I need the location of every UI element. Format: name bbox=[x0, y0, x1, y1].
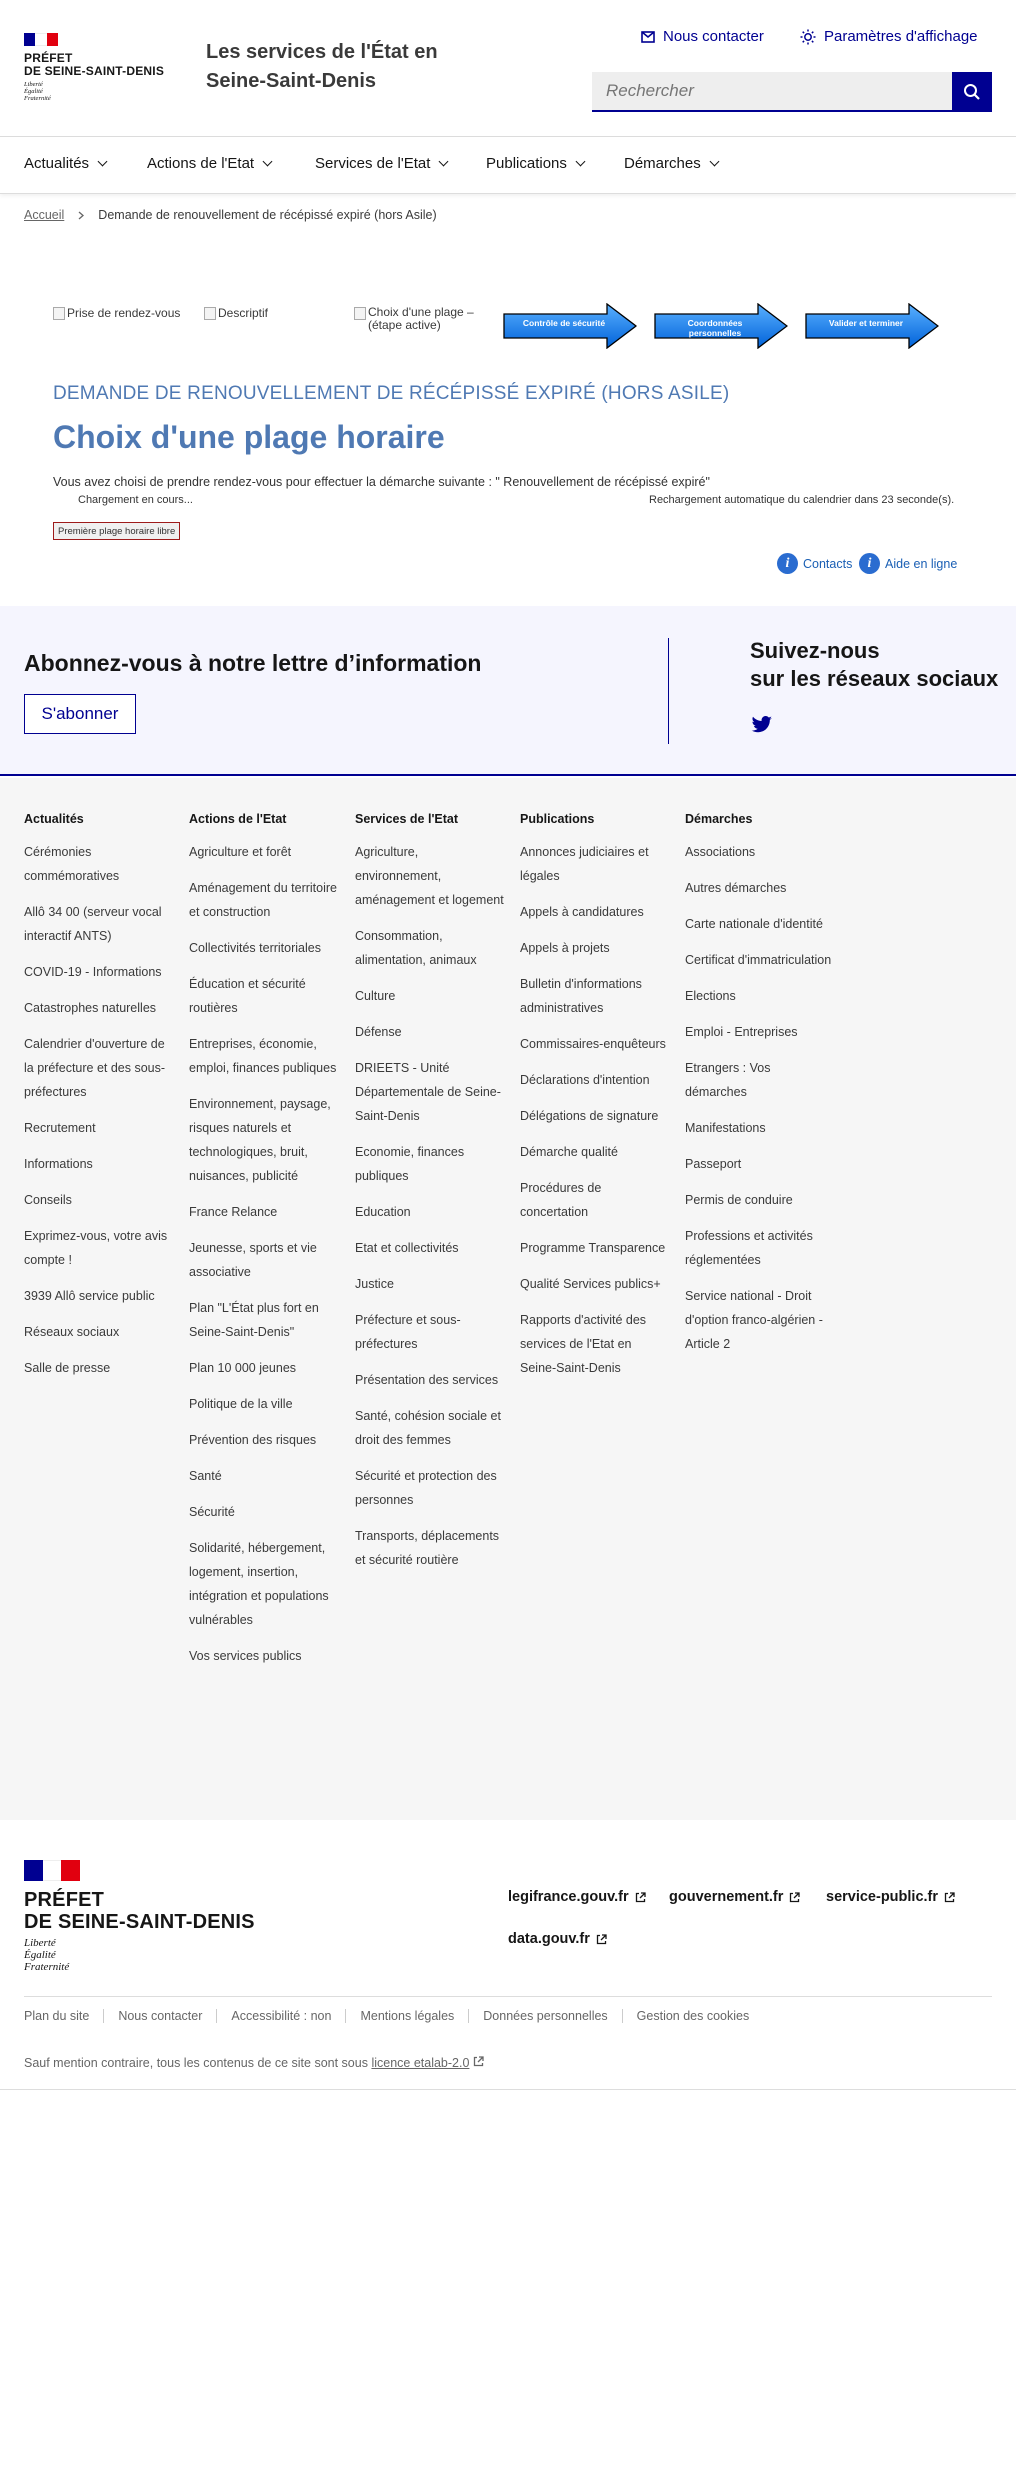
step-label: Prise de rendez-vous bbox=[67, 306, 181, 320]
footer-link[interactable]: Manifestations bbox=[685, 1121, 766, 1135]
breadcrumb bbox=[24, 208, 437, 222]
footer-col-actions bbox=[189, 812, 339, 1680]
broken-image-icon bbox=[53, 307, 65, 320]
motto-egalite: Égalité bbox=[24, 88, 43, 95]
footer-link[interactable]: Santé, cohésion sociale et droit des femmes bbox=[355, 1409, 501, 1447]
footer-link[interactable]: Economie, finances publiques bbox=[355, 1145, 465, 1183]
republic-flag-icon bbox=[24, 1860, 80, 1881]
mail-icon bbox=[641, 31, 655, 43]
footer-link[interactable]: Agriculture, environnement, aménagement et logement bbox=[355, 845, 504, 907]
footer-link[interactable]: Déclarations d'intention bbox=[520, 1073, 650, 1087]
nav-publications[interactable] bbox=[486, 155, 584, 172]
footer-link[interactable]: Emploi - Entreprises bbox=[685, 1025, 798, 1039]
logo-line2: DE SEINE-SAINT-DENIS bbox=[24, 64, 165, 78]
gouvernement-link[interactable] bbox=[669, 1889, 800, 1905]
accessibilite-link[interactable]: Accessibilité : non bbox=[217, 2009, 346, 2023]
footer-link[interactable]: Présentation des services bbox=[355, 1373, 499, 1387]
footer-col-title: Services de l'Etat bbox=[355, 812, 459, 826]
footer-link[interactable]: Santé bbox=[189, 1469, 222, 1483]
footer-link[interactable]: Aménagement du territoire et construction bbox=[189, 881, 337, 919]
footer-link[interactable]: DRIEETS - Unité Départementale de Seine-Saint-Denis bbox=[355, 1061, 501, 1123]
external-link-icon bbox=[944, 1892, 955, 1903]
footer-link[interactable]: Etrangers : Vos démarches bbox=[685, 1061, 771, 1099]
newsletter-title: Abonnez-vous à notre lettre d’information bbox=[24, 650, 482, 676]
nav-label: Actions de l'Etat bbox=[147, 155, 255, 172]
footer-link[interactable]: Appels à projets bbox=[520, 941, 610, 955]
info-icon: i bbox=[777, 553, 798, 574]
license-text: Sauf mention contraire, tous les contenus de ce site sont sous bbox=[24, 2056, 368, 2070]
contact-link[interactable] bbox=[641, 28, 764, 45]
footer-link[interactable]: Environnement, paysage, risques naturels et technologiques, bruit, nuisances, publicité bbox=[189, 1097, 331, 1183]
chevron-right-icon bbox=[78, 211, 84, 220]
license-link[interactable] bbox=[371, 2056, 469, 2070]
plan-du-site-link[interactable]: Plan du site bbox=[24, 2009, 104, 2023]
motto-fraternite: Fraternité bbox=[24, 95, 51, 102]
footer-link[interactable]: Permis de conduire bbox=[685, 1193, 793, 1207]
nav-label: Actualités bbox=[24, 155, 90, 172]
footer-link[interactable]: Service national - Droit d'option franco-algérien - Article 2 bbox=[685, 1289, 823, 1351]
social-title-line1: Suivez-nous bbox=[750, 638, 880, 663]
page-title: Choix d'une plage horaire bbox=[53, 419, 445, 455]
step-controle-securite bbox=[503, 303, 637, 349]
footer-link[interactable]: Etat et collectivités bbox=[355, 1241, 459, 1255]
footer-col-services bbox=[355, 812, 505, 1584]
footer-col-demarches bbox=[685, 812, 835, 1368]
gestion-cookies-link[interactable]: Gestion des cookies bbox=[636, 2009, 750, 2023]
twitter-icon bbox=[751, 716, 773, 734]
footer-link[interactable]: Préfecture et sous-préfectures bbox=[355, 1313, 461, 1351]
data-gouv-link[interactable] bbox=[508, 1931, 607, 1947]
footer-link[interactable]: Éducation et sécurité routières bbox=[189, 977, 306, 1015]
footer-link[interactable]: Rapports d'activité des services de l'Etat en Seine-Saint-Denis bbox=[520, 1313, 647, 1375]
footer-link[interactable]: Jeunesse, sports et vie associative bbox=[189, 1241, 317, 1279]
footer-link[interactable]: France Relance bbox=[189, 1205, 278, 1219]
procedure-intro: Vous avez choisi de prendre rendez-vous pour effectuer la démarche suivante : " Renouvellement de récépissé expiré" bbox=[53, 475, 710, 489]
chevron-down-icon bbox=[98, 157, 108, 167]
prefet-logo[interactable] bbox=[24, 33, 184, 102]
motto-egalite: Égalité bbox=[24, 1949, 56, 1961]
step-prise-rdv bbox=[53, 306, 180, 320]
footer-link[interactable]: Annonces judiciaires et légales bbox=[520, 845, 649, 883]
footer-link[interactable]: Programme Transparence bbox=[520, 1241, 666, 1255]
footer-link[interactable]: Collectivités territoriales bbox=[189, 941, 321, 955]
arrow-step-label: Contrôle de sécurité bbox=[522, 318, 606, 328]
online-help-link[interactable] bbox=[859, 553, 957, 574]
nav-label: Services de l'Etat bbox=[315, 155, 431, 172]
footer-col-actualites bbox=[24, 812, 174, 1392]
footer-link[interactable]: Passeport bbox=[685, 1157, 742, 1171]
footer-link[interactable]: Défense bbox=[355, 1025, 402, 1039]
footer-link[interactable]: Agriculture et forêt bbox=[189, 845, 292, 859]
footer-link[interactable]: Vos services publics bbox=[189, 1649, 302, 1663]
external-link-icon bbox=[789, 1892, 800, 1903]
step-coordonnees bbox=[654, 303, 788, 349]
license-notice bbox=[24, 2056, 484, 2070]
footer-link[interactable]: Associations bbox=[685, 845, 756, 859]
chevron-down-icon bbox=[575, 157, 585, 167]
footer-link[interactable]: Culture bbox=[355, 989, 396, 1003]
search-bar bbox=[592, 72, 992, 112]
footer-link[interactable]: Cérémonies commémoratives bbox=[24, 845, 120, 883]
footer-link[interactable]: Réseaux sociaux bbox=[24, 1325, 120, 1339]
breadcrumb-home[interactable]: Accueil bbox=[24, 208, 65, 222]
footer-link[interactable]: Calendrier d'ouverture de la préfecture et des sous-préfectures bbox=[24, 1037, 166, 1099]
footer-link[interactable]: Autres démarches bbox=[685, 881, 787, 895]
twitter-link[interactable] bbox=[751, 716, 773, 739]
loading-text: Chargement en cours... bbox=[78, 494, 193, 506]
online-help-label: Aide en ligne bbox=[885, 556, 958, 571]
divider bbox=[668, 638, 669, 744]
footer-link[interactable]: Délégations de signature bbox=[520, 1109, 659, 1123]
footer-link[interactable]: Sécurité bbox=[189, 1505, 235, 1519]
breadcrumb-current: Demande de renouvellement de récépissé expiré (hors Asile) bbox=[98, 208, 437, 222]
nav-demarches[interactable] bbox=[624, 155, 718, 172]
search-icon bbox=[963, 83, 981, 101]
footer-link[interactable]: Transports, déplacements et sécurité routière bbox=[355, 1529, 500, 1567]
footer-link[interactable]: Salle de presse bbox=[24, 1361, 111, 1375]
main-navigation bbox=[0, 137, 1016, 194]
footer-link[interactable]: Qualité Services publics+ bbox=[520, 1277, 661, 1291]
arrow-step-label: Valider et terminer bbox=[828, 318, 904, 328]
footer-prefet-logo[interactable] bbox=[24, 1860, 255, 1973]
motto-liberte: Liberté bbox=[24, 1937, 56, 1949]
footer-link[interactable]: Informations bbox=[24, 1157, 93, 1171]
nous-contacter-link[interactable]: Nous contacter bbox=[104, 2009, 217, 2023]
footer-links bbox=[0, 778, 1016, 1820]
info-icon: i bbox=[859, 553, 880, 574]
footer-col-publications bbox=[520, 812, 670, 1392]
chevron-down-icon bbox=[263, 157, 273, 167]
footer-link[interactable]: Procédures de concertation bbox=[520, 1181, 602, 1219]
footer-link[interactable]: Certificat d'immatriculation bbox=[685, 953, 832, 967]
procedure-kicker: DEMANDE DE RENOUVELLEMENT DE RÉCÉPISSÉ EXPIRÉ (HORS ASILE) bbox=[53, 383, 730, 404]
logo-line1: PRÉFET bbox=[24, 51, 73, 65]
first-free-slot-button[interactable]: Première plage horaire libre bbox=[53, 522, 180, 540]
footer-logo-line1: PRÉFET bbox=[24, 1889, 105, 1911]
footer-link[interactable]: Démarche qualité bbox=[520, 1145, 618, 1159]
legal-links bbox=[24, 2009, 763, 2023]
chevron-down-icon bbox=[709, 157, 719, 167]
sun-icon bbox=[800, 29, 816, 45]
display-settings-label: Paramètres d'affichage bbox=[824, 28, 978, 45]
ext-link-label: gouvernement.fr bbox=[669, 1889, 784, 1905]
footer-link[interactable]: Appels à candidatures bbox=[520, 905, 644, 919]
footer-link[interactable]: Carte nationale d'identité bbox=[685, 917, 823, 931]
step-descriptif bbox=[204, 306, 268, 320]
footer-link[interactable]: Politique de la ville bbox=[189, 1397, 293, 1411]
reload-seconds: 23 bbox=[881, 494, 894, 506]
social-title bbox=[750, 637, 998, 693]
footer-link[interactable]: Allô 34 00 (serveur vocal interactif ANTS) bbox=[24, 905, 162, 943]
ext-link-label: legifrance.gouv.fr bbox=[508, 1889, 629, 1905]
external-link-icon bbox=[473, 2056, 484, 2067]
ext-link-label: data.gouv.fr bbox=[508, 1931, 590, 1947]
footer-link[interactable]: Entreprises, économie, emploi, finances publiques bbox=[189, 1037, 337, 1075]
footer-col-title: Actualités bbox=[24, 812, 84, 826]
motto-liberte: Liberté bbox=[24, 81, 43, 88]
step-valider bbox=[805, 303, 939, 349]
footer-link[interactable]: Sécurité et protection des personnes bbox=[355, 1469, 497, 1507]
external-link-icon bbox=[596, 1934, 607, 1945]
nav-services-etat[interactable] bbox=[315, 155, 447, 172]
footer-logo-line2: DE SEINE-SAINT-DENIS bbox=[24, 1911, 255, 1933]
footer-link[interactable]: Bulletin d'informations administratives bbox=[520, 977, 642, 1015]
footer-link[interactable]: COVID-19 - Informations bbox=[24, 965, 162, 979]
nav-label: Publications bbox=[486, 155, 567, 172]
footer-link[interactable]: Elections bbox=[685, 989, 736, 1003]
nav-label: Démarches bbox=[624, 155, 701, 172]
footer-link[interactable]: Plan "L'État plus fort en Seine-Saint-Denis" bbox=[189, 1301, 319, 1339]
footer-bottom bbox=[0, 1820, 1016, 2090]
footer-link[interactable]: Professions et activités réglementées bbox=[685, 1229, 813, 1267]
broken-image-icon bbox=[204, 307, 216, 320]
display-settings-button[interactable] bbox=[800, 28, 978, 45]
arrow-step-label: Coordonnées personnelles bbox=[687, 318, 743, 338]
reload-suffix: seconde(s). bbox=[896, 494, 955, 506]
footer-link[interactable]: Education bbox=[355, 1205, 411, 1219]
divider bbox=[0, 2089, 1016, 2090]
mentions-legales-link[interactable]: Mentions légales bbox=[346, 2009, 469, 2023]
footer-link[interactable]: Catastrophes naturelles bbox=[24, 1001, 157, 1015]
divider bbox=[24, 1996, 992, 1997]
broken-image-icon bbox=[354, 307, 366, 320]
nav-actualites[interactable] bbox=[24, 155, 106, 172]
footer-col-title: Publications bbox=[520, 812, 595, 826]
republic-flag-icon bbox=[24, 33, 58, 46]
step-label: Descriptif bbox=[218, 306, 269, 320]
social-title-line2: sur les réseaux sociaux bbox=[750, 666, 999, 691]
subscribe-button[interactable]: S'abonner bbox=[24, 694, 136, 734]
chevron-down-icon bbox=[439, 157, 449, 167]
search-input[interactable] bbox=[592, 72, 952, 110]
donnees-personnelles-link[interactable]: Données personnelles bbox=[469, 2009, 622, 2023]
license-link-label: licence etalab-2.0 bbox=[371, 2056, 470, 2070]
footer-link[interactable]: Solidarité, hébergement, logement, insertion, intégration et populations vulnérables bbox=[189, 1541, 329, 1627]
footer-link[interactable]: Exprimez-vous, votre avis compte ! bbox=[24, 1229, 168, 1267]
nav-actions-etat[interactable] bbox=[147, 155, 271, 172]
site-header bbox=[0, 0, 1016, 137]
search-button[interactable] bbox=[952, 72, 992, 112]
motto-fraternite: Fraternité bbox=[24, 1961, 70, 1973]
footer-link[interactable]: Recrutement bbox=[24, 1121, 96, 1135]
booking-steps bbox=[53, 303, 953, 353]
site-title[interactable]: Les services de l'État en Seine-Saint-Denis bbox=[206, 41, 438, 92]
footer-link[interactable]: Conseils bbox=[24, 1193, 72, 1207]
footer-link[interactable]: Consommation, alimentation, animaux bbox=[355, 929, 477, 967]
legifrance-link[interactable] bbox=[508, 1889, 646, 1905]
step-choix-plage bbox=[354, 306, 484, 332]
ext-link-label: service-public.fr bbox=[826, 1889, 939, 1905]
contacts-label: Contacts bbox=[803, 556, 853, 571]
contact-label: Nous contacter bbox=[663, 28, 764, 45]
follow-band bbox=[0, 606, 1016, 776]
footer-col-title: Démarches bbox=[685, 812, 753, 826]
reload-prefix: Rechargement automatique du calendrier dans bbox=[649, 494, 879, 506]
footer-link[interactable]: Prévention des risques bbox=[189, 1433, 317, 1447]
contacts-link[interactable] bbox=[777, 553, 852, 574]
footer-link[interactable]: 3939 Allô service public bbox=[24, 1289, 155, 1303]
reload-countdown bbox=[649, 494, 954, 506]
footer-col-title: Actions de l'Etat bbox=[189, 812, 287, 826]
footer-link[interactable]: Commissaires-enquêteurs bbox=[520, 1037, 666, 1051]
footer-link[interactable]: Plan 10 000 jeunes bbox=[189, 1361, 297, 1375]
step-label: Choix d'une plage – (étape active) bbox=[368, 305, 474, 332]
service-public-link[interactable] bbox=[826, 1889, 955, 1905]
external-link-icon bbox=[635, 1892, 646, 1903]
footer-link[interactable]: Justice bbox=[355, 1277, 394, 1291]
